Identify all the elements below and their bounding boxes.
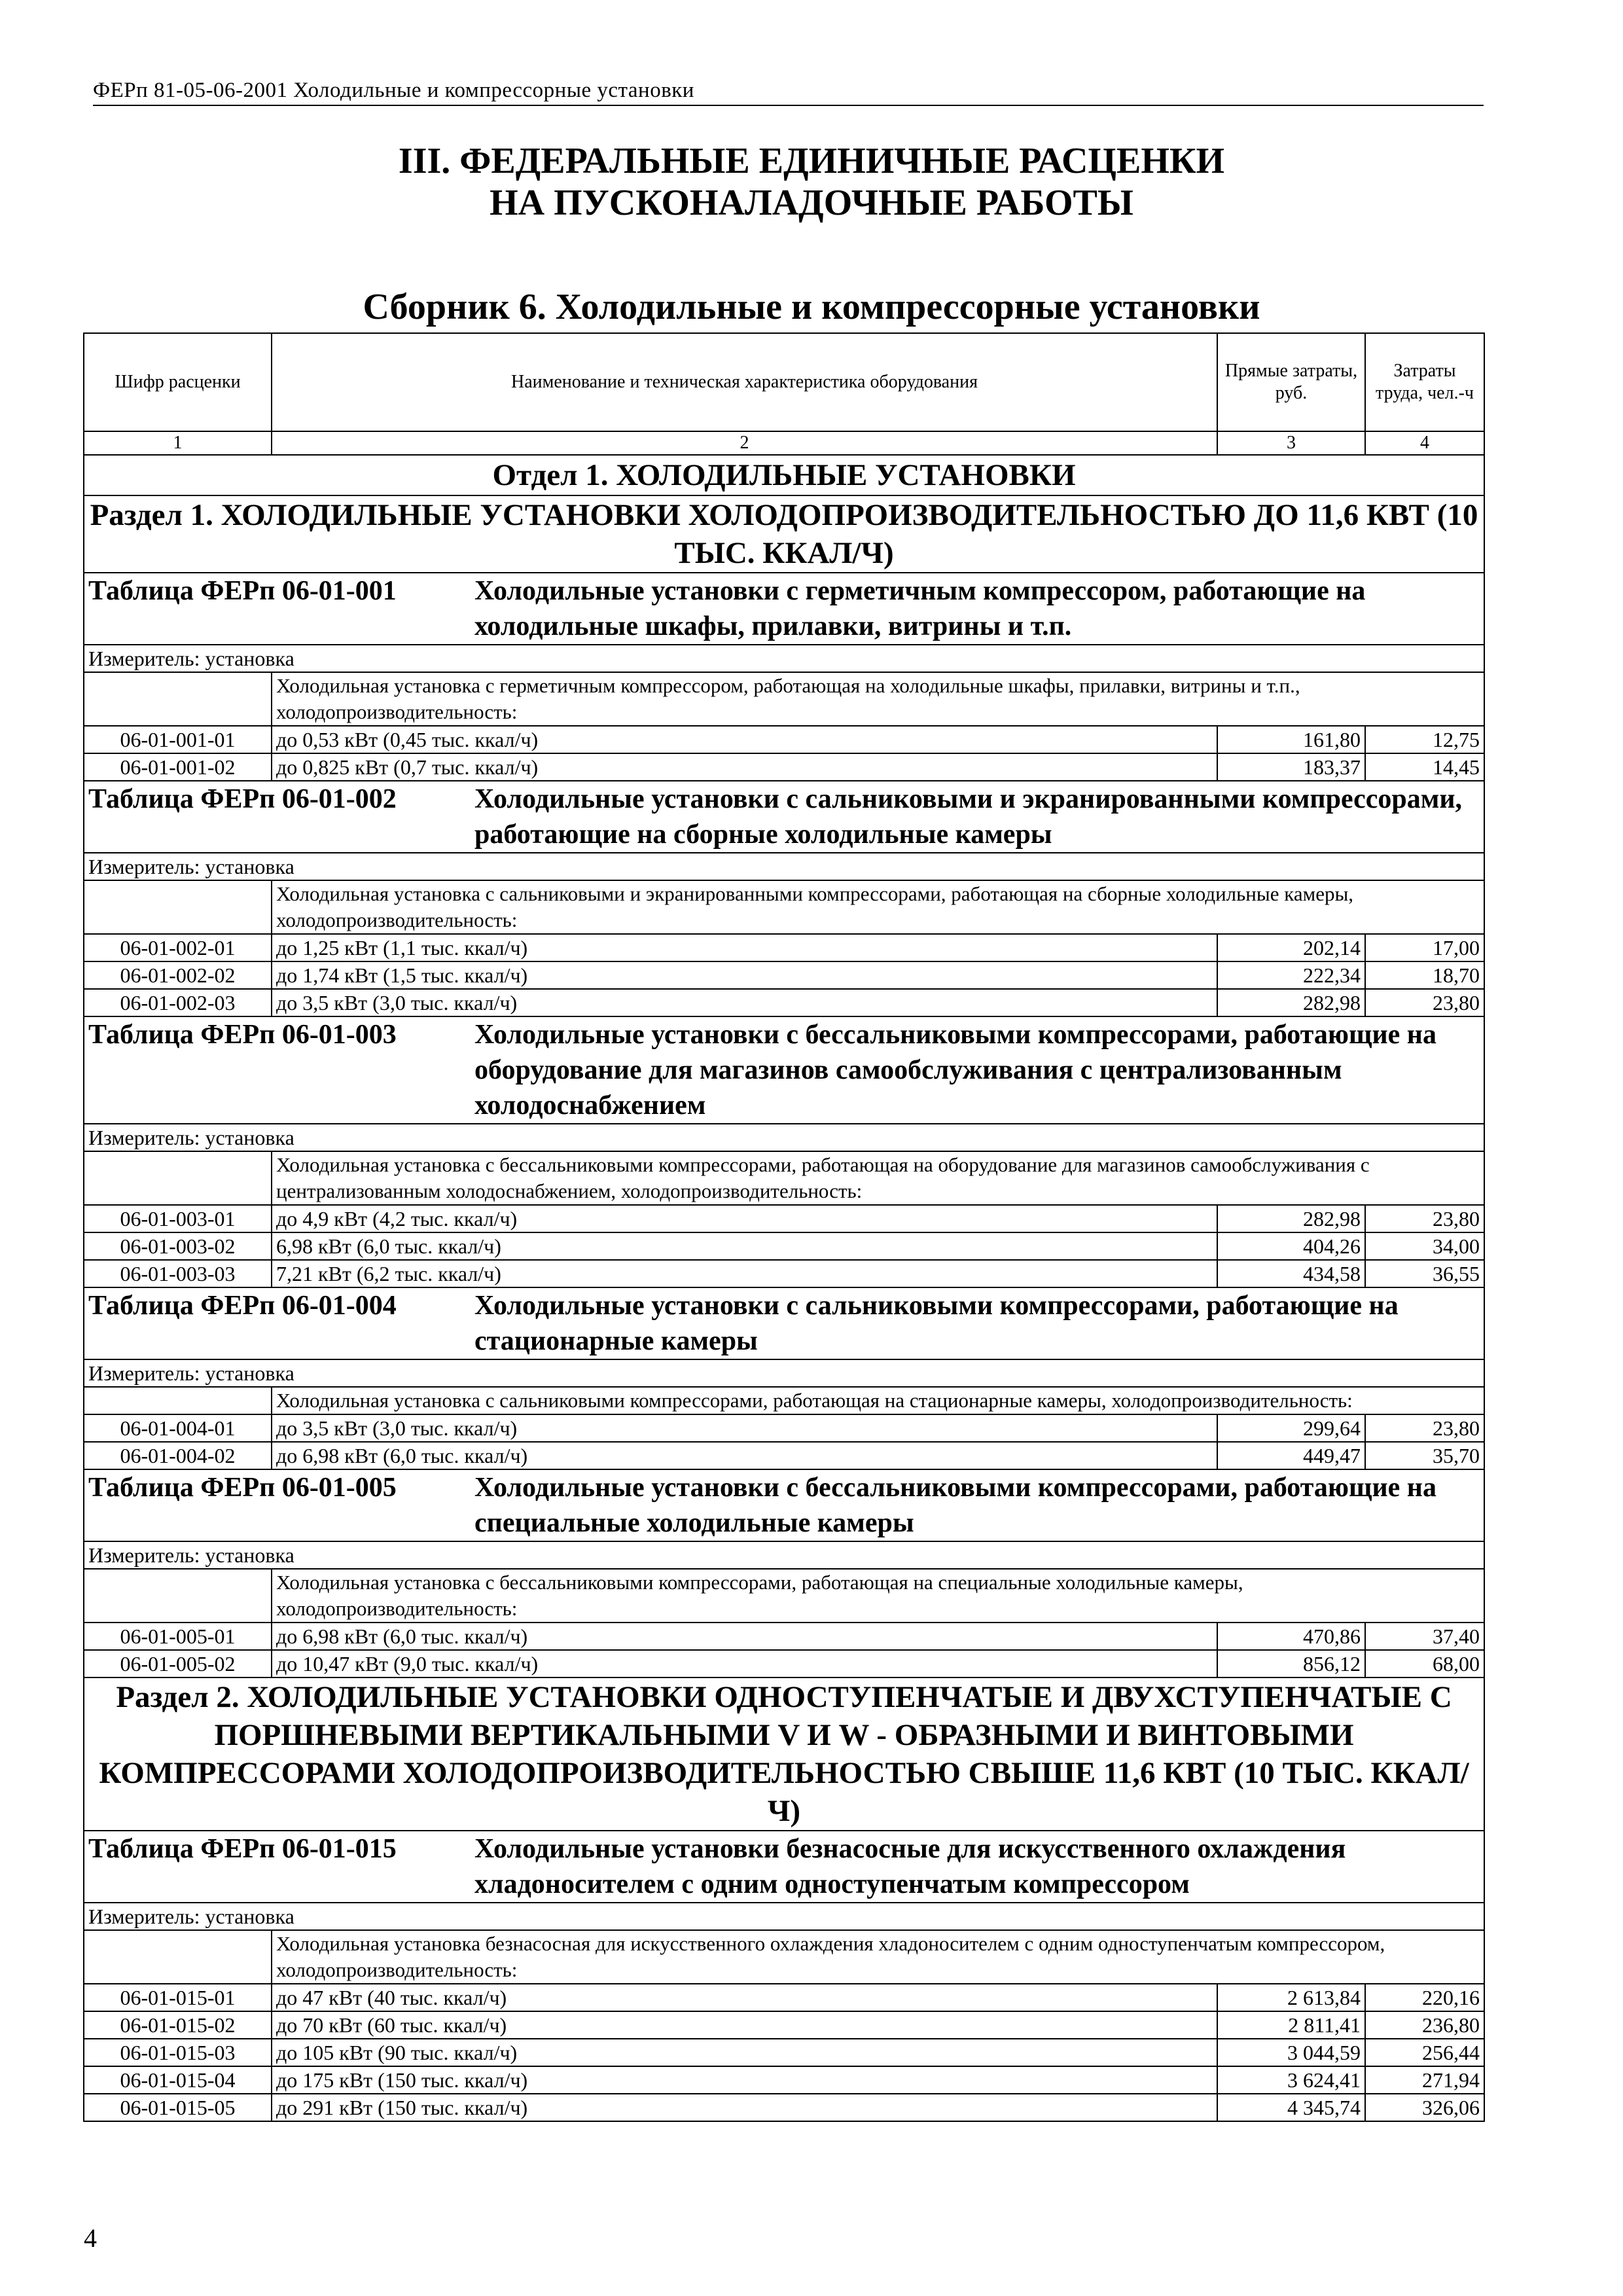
rate-cost: 2 811,41 xyxy=(1217,2011,1365,2039)
table-heading-row xyxy=(84,1469,1484,1541)
measure-unit: Измеритель: установка xyxy=(84,1359,1484,1387)
description-code-cell xyxy=(84,1930,272,1984)
table-code: Таблица ФЕРп 06-01-005 xyxy=(88,1473,397,1503)
rate-name: до 0,53 кВт (0,45 тыс. ккал/ч) xyxy=(272,726,1217,753)
rate-cost: 470,86 xyxy=(1217,1623,1365,1650)
rate-row xyxy=(84,1205,1484,1232)
measure-row xyxy=(84,1903,1484,1930)
rate-labor: 271,94 xyxy=(1365,2066,1484,2094)
table-name: Холодильные установки безнасосные для искусственного охлаждения хладоносителем с одним одноступенчатым компрессором xyxy=(474,1834,1346,1899)
rate-row xyxy=(84,1232,1484,1260)
measure-unit: Измеритель: установка xyxy=(84,853,1484,880)
rate-row xyxy=(84,2094,1484,2121)
header-row xyxy=(84,333,1484,431)
rate-code: 06-01-015-05 xyxy=(84,2094,272,2121)
table-name: Холодильные установки с бессальниковыми компрессорами, работающие на оборудование для магазинов самообслуживания с централизованным холодоснабжением xyxy=(474,1020,1436,1121)
description-text: Холодильная установка с бессальниковыми компрессорами, работающая на специальные холодильные камеры, холодопроизводительность: xyxy=(272,1569,1484,1623)
rate-code: 06-01-015-03 xyxy=(84,2039,272,2066)
rate-code: 06-01-005-02 xyxy=(84,1650,272,1677)
rate-cost: 222,34 xyxy=(1217,961,1365,989)
rate-labor: 36,55 xyxy=(1365,1260,1484,1287)
rate-code: 06-01-003-02 xyxy=(84,1232,272,1260)
rate-code: 06-01-015-02 xyxy=(84,2011,272,2039)
table-name: Холодильные установки с герметичным компрессором, работающие на холодильные шкафы, прилавки, витрины и т.п. xyxy=(474,576,1366,641)
otdel-row xyxy=(84,455,1484,495)
page-number: 4 xyxy=(84,2223,97,2253)
rate-code: 06-01-001-01 xyxy=(84,726,272,753)
description-row xyxy=(84,1151,1484,1205)
rate-labor: 37,40 xyxy=(1365,1623,1484,1650)
table-heading-content xyxy=(88,1831,1480,1902)
description-row xyxy=(84,880,1484,934)
header-num-3: 3 xyxy=(1217,431,1365,455)
rate-name: до 70 кВт (60 тыс. ккал/ч) xyxy=(272,2011,1217,2039)
otdel-title: Отдел 1. ХОЛОДИЛЬНЫЕ УСТАНОВКИ xyxy=(84,455,1484,495)
description-code-cell xyxy=(84,880,272,934)
rate-labor: 18,70 xyxy=(1365,961,1484,989)
rate-cost: 183,37 xyxy=(1217,753,1365,781)
rates-table xyxy=(83,332,1485,2122)
rate-name: до 105 кВт (90 тыс. ккал/ч) xyxy=(272,2039,1217,2066)
table-heading-row xyxy=(84,1287,1484,1359)
main-title-line-1: III. ФЕДЕРАЛЬНЫЕ ЕДИНИЧНЫЕ РАСЦЕНКИ xyxy=(398,141,1225,181)
rate-row xyxy=(84,1650,1484,1677)
rate-labor: 68,00 xyxy=(1365,1650,1484,1677)
measure-unit: Измеритель: установка xyxy=(84,645,1484,672)
rate-name: до 175 кВт (150 тыс. ккал/ч) xyxy=(272,2066,1217,2094)
main-title-line-2: НА ПУСКОНАЛАДОЧНЫЕ РАБОТЫ xyxy=(490,183,1133,223)
measure-row xyxy=(84,645,1484,672)
rate-labor: 34,00 xyxy=(1365,1232,1484,1260)
rate-code: 06-01-002-01 xyxy=(84,934,272,961)
rate-row xyxy=(84,753,1484,781)
table-heading-row xyxy=(84,573,1484,645)
table-heading-content xyxy=(88,1288,1480,1359)
header-cost: Прямые затраты, руб. xyxy=(1217,333,1365,431)
rate-cost: 282,98 xyxy=(1217,989,1365,1016)
rate-code: 06-01-004-02 xyxy=(84,1442,272,1469)
rate-cost: 202,14 xyxy=(1217,934,1365,961)
rate-row xyxy=(84,1260,1484,1287)
rate-name: до 3,5 кВт (3,0 тыс. ккал/ч) xyxy=(272,1414,1217,1442)
rate-labor: 23,80 xyxy=(1365,1414,1484,1442)
table-heading-row xyxy=(84,781,1484,853)
table-code: Таблица ФЕРп 06-01-002 xyxy=(88,784,397,814)
table-heading xyxy=(84,1287,1484,1359)
rate-cost: 434,58 xyxy=(1217,1260,1365,1287)
description-text: Холодильная установка с герметичным компрессором, работающая на холодильные шкафы, прилавки, витрины и т.п., холодопроизводительность: xyxy=(272,672,1484,726)
header-num-4: 4 xyxy=(1365,431,1484,455)
rate-labor: 23,80 xyxy=(1365,1205,1484,1232)
main-title xyxy=(0,140,1623,224)
rate-row xyxy=(84,1442,1484,1469)
table-name: Холодильные установки с бессальниковыми компрессорами, работающие на специальные холодильные камеры xyxy=(474,1473,1436,1538)
rate-name: до 6,98 кВт (6,0 тыс. ккал/ч) xyxy=(272,1442,1217,1469)
rate-code: 06-01-015-04 xyxy=(84,2066,272,2094)
rate-name: до 1,25 кВт (1,1 тыс. ккал/ч) xyxy=(272,934,1217,961)
table-code: Таблица ФЕРп 06-01-004 xyxy=(88,1291,397,1321)
rate-row xyxy=(84,934,1484,961)
table-name: Холодильные установки с сальниковыми и экранированными компрессорами, работающие на сборные холодильные камеры xyxy=(474,784,1463,850)
rate-name: до 1,74 кВт (1,5 тыс. ккал/ч) xyxy=(272,961,1217,989)
rate-name: 6,98 кВт (6,0 тыс. ккал/ч) xyxy=(272,1232,1217,1260)
rate-name: 7,21 кВт (6,2 тыс. ккал/ч) xyxy=(272,1260,1217,1287)
description-row xyxy=(84,1569,1484,1623)
table-heading xyxy=(84,1831,1484,1903)
description-text: Холодильная установка безнасосная для искусственного охлаждения хладоносителем с одним одноступенчатым компрессором, холодопроизводительность: xyxy=(272,1930,1484,1984)
table-heading-content xyxy=(88,573,1480,644)
table-heading xyxy=(84,1016,1484,1124)
measure-row xyxy=(84,1541,1484,1569)
rate-cost: 856,12 xyxy=(1217,1650,1365,1677)
rate-labor: 12,75 xyxy=(1365,726,1484,753)
rate-row xyxy=(84,2066,1484,2094)
rate-code: 06-01-002-02 xyxy=(84,961,272,989)
rate-name: до 4,9 кВт (4,2 тыс. ккал/ч) xyxy=(272,1205,1217,1232)
running-head: ФЕРп 81-05-06-2001 Холодильные и компрессорные установки xyxy=(93,77,1484,106)
rate-row xyxy=(84,989,1484,1016)
description-code-cell xyxy=(84,1569,272,1623)
rate-name: до 47 кВт (40 тыс. ккал/ч) xyxy=(272,1984,1217,2011)
table-heading-row xyxy=(84,1016,1484,1124)
table-name: Холодильные установки с сальниковыми компрессорами, работающие на стационарные камеры xyxy=(474,1291,1399,1356)
razdel-1-title: Раздел 1. ХОЛОДИЛЬНЫЕ УСТАНОВКИ ХОЛОДОПРОИЗВОДИТЕЛЬНОСТЬЮ ДО 11,6 КВТ (10 ТЫС. ККАЛ/Ч) xyxy=(84,495,1484,573)
measure-unit: Измеритель: установка xyxy=(84,1124,1484,1151)
description-code-cell xyxy=(84,672,272,726)
rate-name: до 3,5 кВт (3,0 тыс. ккал/ч) xyxy=(272,989,1217,1016)
rate-labor: 35,70 xyxy=(1365,1442,1484,1469)
description-code-cell xyxy=(84,1151,272,1205)
razdel-2-row xyxy=(84,1677,1484,1831)
rate-code: 06-01-001-02 xyxy=(84,753,272,781)
rate-code: 06-01-005-01 xyxy=(84,1623,272,1650)
table-heading-content xyxy=(88,1017,1480,1123)
rate-labor: 220,16 xyxy=(1365,1984,1484,2011)
rate-code: 06-01-015-01 xyxy=(84,1984,272,2011)
rate-labor: 14,45 xyxy=(1365,753,1484,781)
measure-unit: Измеритель: установка xyxy=(84,1903,1484,1930)
rate-cost: 4 345,74 xyxy=(1217,2094,1365,2121)
measure-row xyxy=(84,1359,1484,1387)
description-row xyxy=(84,1930,1484,1984)
rate-code: 06-01-003-01 xyxy=(84,1205,272,1232)
table-heading xyxy=(84,781,1484,853)
description-code-cell xyxy=(84,1387,272,1414)
rate-name: до 6,98 кВт (6,0 тыс. ккал/ч) xyxy=(272,1623,1217,1650)
table-heading-content xyxy=(88,781,1480,852)
table-code: Таблица ФЕРп 06-01-003 xyxy=(88,1020,397,1050)
rate-code: 06-01-002-03 xyxy=(84,989,272,1016)
header-num-1: 1 xyxy=(84,431,272,455)
rate-row xyxy=(84,726,1484,753)
rate-row xyxy=(84,2039,1484,2066)
table-code: Таблица ФЕРп 06-01-015 xyxy=(88,1834,397,1864)
header-num-2: 2 xyxy=(272,431,1217,455)
rate-labor: 236,80 xyxy=(1365,2011,1484,2039)
rate-cost: 299,64 xyxy=(1217,1414,1365,1442)
razdel-2-title: Раздел 2. ХОЛОДИЛЬНЫЕ УСТАНОВКИ ОДНОСТУПЕНЧАТЫЕ И ДВУХСТУПЕНЧАТЫЕ С ПОРШНЕВЫМИ ВЕРТИКАЛЬНЫМИ V И W - ОБРАЗНЫМИ И ВИНТОВЫМИ КОМПРЕССОРАМИ ХОЛОДОПРОИЗВОДИТЕЛЬНОСТЬЮ СВЫШЕ 11,6 КВТ (10 ТЫС. ККАЛ/Ч) xyxy=(84,1677,1484,1831)
measure-row xyxy=(84,1124,1484,1151)
razdel-1-row xyxy=(84,495,1484,573)
rates-body xyxy=(84,455,1484,2121)
rate-row xyxy=(84,1414,1484,1442)
rate-labor: 326,06 xyxy=(1365,2094,1484,2121)
rate-labor: 23,80 xyxy=(1365,989,1484,1016)
measure-unit: Измеритель: установка xyxy=(84,1541,1484,1569)
rate-cost: 161,80 xyxy=(1217,726,1365,753)
rate-cost: 404,26 xyxy=(1217,1232,1365,1260)
rate-labor: 256,44 xyxy=(1365,2039,1484,2066)
rate-cost: 3 044,59 xyxy=(1217,2039,1365,2066)
rate-row xyxy=(84,2011,1484,2039)
header-code: Шифр расценки xyxy=(84,333,272,431)
rate-code: 06-01-004-01 xyxy=(84,1414,272,1442)
table-heading xyxy=(84,1469,1484,1541)
rate-cost: 449,47 xyxy=(1217,1442,1365,1469)
header-number-row xyxy=(84,431,1484,455)
rate-labor: 17,00 xyxy=(1365,934,1484,961)
description-text: Холодильная установка с бессальниковыми компрессорами, работающая на оборудование для магазинов самообслуживания с централизованным холодоснабжением, холодопроизводительность: xyxy=(272,1151,1484,1205)
rate-name: до 10,47 кВт (9,0 тыс. ккал/ч) xyxy=(272,1650,1217,1677)
header-labor: Затраты труда, чел.-ч xyxy=(1365,333,1484,431)
table-heading-row xyxy=(84,1831,1484,1903)
description-row xyxy=(84,672,1484,726)
rate-cost: 2 613,84 xyxy=(1217,1984,1365,2011)
description-text: Холодильная установка с сальниковыми и экранированными компрессорами, работающая на сборные холодильные камеры, холодопроизводительность: xyxy=(272,880,1484,934)
header-name: Наименование и техническая характеристика оборудования xyxy=(272,333,1217,431)
rate-name: до 0,825 кВт (0,7 тыс. ккал/ч) xyxy=(272,753,1217,781)
table-heading-content xyxy=(88,1470,1480,1541)
description-text: Холодильная установка с сальниковыми компрессорами, работающая на стационарные камеры, холодопроизводительность: xyxy=(272,1387,1484,1414)
description-row xyxy=(84,1387,1484,1414)
rate-code: 06-01-003-03 xyxy=(84,1260,272,1287)
rate-row xyxy=(84,961,1484,989)
rate-row xyxy=(84,1623,1484,1650)
table-heading xyxy=(84,573,1484,645)
measure-row xyxy=(84,853,1484,880)
rate-name: до 291 кВт (150 тыс. ккал/ч) xyxy=(272,2094,1217,2121)
collection-title: Сборник 6. Холодильные и компрессорные установки xyxy=(363,287,1260,327)
rate-row xyxy=(84,1984,1484,2011)
rate-cost: 3 624,41 xyxy=(1217,2066,1365,2094)
table-code: Таблица ФЕРп 06-01-001 xyxy=(88,576,397,606)
rate-cost: 282,98 xyxy=(1217,1205,1365,1232)
